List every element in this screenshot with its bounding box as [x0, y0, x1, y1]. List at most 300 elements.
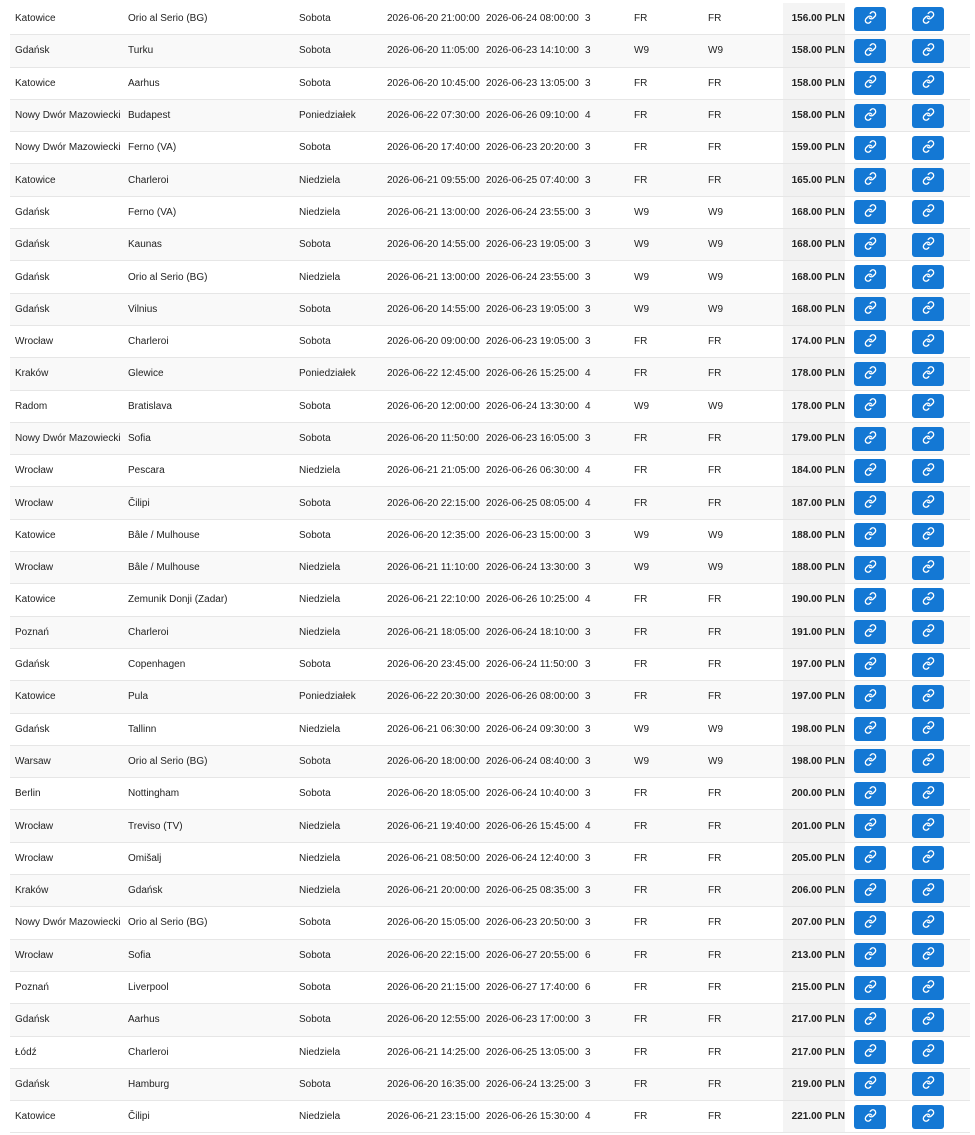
return-datetime-cell: 2026-06-27 17:40:00	[486, 982, 579, 994]
outbound-link-button[interactable]	[854, 330, 886, 354]
origin-cell: Wrocław	[15, 820, 54, 832]
weekday-cell: Sobota	[299, 529, 331, 541]
origin-cell: Wrocław	[15, 336, 54, 348]
return-link-button[interactable]	[912, 523, 944, 547]
return-link-button[interactable]	[912, 136, 944, 160]
weekday-cell: Sobota	[299, 77, 331, 89]
outbound-airline-cell: FR	[634, 659, 648, 671]
return-airline-cell: W9	[708, 206, 723, 218]
link-icon	[864, 334, 877, 350]
link-icon	[864, 753, 877, 769]
price-cell: 213.00 PLN	[783, 940, 845, 971]
outbound-link-button[interactable]	[854, 943, 886, 967]
table-row	[10, 714, 970, 746]
outbound-airline-cell: FR	[634, 1078, 648, 1090]
return-link-button[interactable]	[912, 620, 944, 644]
destination-cell: Omišalj	[128, 852, 162, 864]
outbound-link-cell	[854, 3, 886, 34]
outbound-link-cell	[854, 197, 886, 228]
nights-cell: 3	[585, 852, 591, 864]
return-link-button[interactable]	[912, 168, 944, 192]
return-link-cell	[912, 197, 944, 228]
link-icon	[922, 431, 935, 447]
price-cell: 168.00 PLN	[783, 197, 845, 228]
link-icon	[864, 1109, 877, 1125]
departure-datetime-cell: 2026-06-21 23:15:00	[387, 1111, 480, 1123]
outbound-link-button[interactable]	[854, 1072, 886, 1096]
outbound-link-button[interactable]	[854, 556, 886, 580]
departure-datetime-cell: 2026-06-21 13:00:00	[387, 271, 480, 283]
return-airline-cell: FR	[708, 13, 722, 25]
return-datetime-cell: 2026-06-26 10:25:00	[486, 594, 579, 606]
outbound-link-button[interactable]	[854, 265, 886, 289]
link-icon	[864, 463, 877, 479]
departure-datetime-cell: 2026-06-20 11:50:00	[387, 433, 480, 444]
outbound-airline-cell: FR	[634, 1014, 648, 1026]
outbound-airline-cell: FR	[634, 433, 648, 444]
weekday-cell: Sobota	[299, 982, 331, 994]
weekday-cell: Sobota	[299, 788, 331, 800]
link-icon	[922, 915, 935, 931]
table-row	[10, 68, 970, 100]
price-cell: 158.00 PLN	[783, 35, 845, 66]
return-datetime-cell: 2026-06-23 15:00:00	[486, 529, 579, 541]
outbound-link-cell	[854, 1037, 886, 1068]
return-link-button[interactable]	[912, 394, 944, 418]
table-row	[10, 552, 970, 584]
destination-cell: Charleroi	[128, 336, 169, 348]
return-link-cell	[912, 391, 944, 422]
departure-datetime-cell: 2026-06-21 21:05:00	[387, 465, 480, 477]
departure-datetime-cell: 2026-06-21 11:10:00	[387, 562, 480, 574]
weekday-cell: Niedziela	[299, 1046, 341, 1058]
weekday-cell: Sobota	[299, 13, 331, 25]
return-airline-cell: W9	[708, 400, 723, 412]
departure-datetime-cell: 2026-06-20 10:45:00	[387, 77, 480, 89]
weekday-cell: Sobota	[299, 497, 331, 509]
link-icon	[864, 721, 877, 737]
return-link-button[interactable]	[912, 717, 944, 741]
outbound-airline-cell: FR	[634, 917, 648, 929]
outbound-link-button[interactable]	[854, 491, 886, 515]
return-link-button[interactable]	[912, 297, 944, 321]
outbound-link-cell	[854, 810, 886, 841]
weekday-cell: Sobota	[299, 336, 331, 348]
return-airline-cell: FR	[708, 820, 722, 832]
outbound-airline-cell: W9	[634, 400, 649, 412]
table-row	[10, 391, 970, 423]
outbound-airline-cell: W9	[634, 562, 649, 574]
return-link-button[interactable]	[912, 846, 944, 870]
table-row	[10, 746, 970, 778]
departure-datetime-cell: 2026-06-20 21:15:00	[387, 982, 480, 994]
link-icon	[864, 1012, 877, 1028]
return-link-button[interactable]	[912, 943, 944, 967]
outbound-link-button[interactable]	[854, 976, 886, 1000]
return-link-button[interactable]	[912, 1040, 944, 1064]
link-icon	[864, 237, 877, 253]
outbound-link-cell	[854, 649, 886, 680]
destination-cell: Sofia	[128, 433, 151, 444]
destination-cell: Glewice	[128, 368, 164, 380]
destination-cell: Budapest	[128, 110, 171, 122]
return-datetime-cell: 2026-06-25 08:35:00	[486, 885, 579, 897]
table-row	[10, 1004, 970, 1036]
origin-cell: Nowy Dwór Mazowiecki	[15, 433, 121, 444]
outbound-link-cell	[854, 552, 886, 583]
outbound-link-cell	[854, 940, 886, 971]
origin-cell: Katowice	[15, 691, 56, 703]
price-cell: 178.00 PLN	[783, 358, 845, 389]
return-link-button[interactable]	[912, 200, 944, 224]
table-row	[10, 1101, 970, 1133]
return-link-cell	[912, 875, 944, 906]
table-row	[10, 132, 970, 164]
origin-cell: Wrocław	[15, 562, 54, 574]
return-datetime-cell: 2026-06-23 17:00:00	[486, 1014, 579, 1026]
return-datetime-cell: 2026-06-23 14:10:00	[486, 45, 579, 57]
nights-cell: 3	[585, 206, 591, 218]
outbound-link-button[interactable]	[854, 168, 886, 192]
return-link-button[interactable]	[912, 459, 944, 483]
outbound-link-button[interactable]	[854, 136, 886, 160]
weekday-cell: Niedziela	[299, 562, 341, 574]
return-datetime-cell: 2026-06-24 10:40:00	[486, 788, 579, 800]
return-airline-cell: FR	[708, 982, 722, 994]
origin-cell: Poznań	[15, 982, 49, 994]
return-link-button[interactable]	[912, 1072, 944, 1096]
price-cell: 198.00 PLN	[783, 746, 845, 777]
link-icon	[922, 657, 935, 673]
return-airline-cell: FR	[708, 594, 722, 606]
origin-cell: Katowice	[15, 77, 56, 89]
outbound-link-button[interactable]	[854, 297, 886, 321]
departure-datetime-cell: 2026-06-20 18:05:00	[387, 788, 480, 800]
outbound-link-button[interactable]	[854, 653, 886, 677]
outbound-link-button[interactable]	[854, 523, 886, 547]
return-datetime-cell: 2026-06-23 13:05:00	[486, 77, 579, 89]
return-link-cell	[912, 972, 944, 1003]
outbound-link-button[interactable]	[854, 71, 886, 95]
origin-cell: Nowy Dwór Mazowiecki	[15, 110, 121, 122]
return-airline-cell: FR	[708, 949, 722, 961]
return-link-cell	[912, 714, 944, 745]
origin-cell: Nowy Dwór Mazowiecki	[15, 142, 121, 154]
return-link-button[interactable]	[912, 71, 944, 95]
destination-cell: Gdańsk	[128, 885, 163, 897]
link-icon	[922, 334, 935, 350]
departure-datetime-cell: 2026-06-20 16:35:00	[387, 1078, 480, 1090]
outbound-link-button[interactable]	[854, 427, 886, 451]
table-row	[10, 358, 970, 390]
weekday-cell: Niedziela	[299, 1111, 341, 1123]
weekday-cell: Niedziela	[299, 852, 341, 864]
price-cell: 205.00 PLN	[783, 843, 845, 874]
outbound-airline-cell: W9	[634, 271, 649, 283]
link-icon	[922, 980, 935, 996]
return-datetime-cell: 2026-06-24 13:25:00	[486, 1078, 579, 1090]
return-link-button[interactable]	[912, 685, 944, 709]
link-icon	[864, 108, 877, 124]
return-airline-cell: FR	[708, 174, 722, 186]
return-link-button[interactable]	[912, 362, 944, 386]
table-row	[10, 875, 970, 907]
departure-datetime-cell: 2026-06-21 20:00:00	[387, 885, 480, 897]
outbound-airline-cell: FR	[634, 336, 648, 348]
outbound-link-button[interactable]	[854, 782, 886, 806]
table-row	[10, 423, 970, 455]
departure-datetime-cell: 2026-06-21 18:05:00	[387, 626, 480, 638]
nights-cell: 4	[585, 368, 591, 380]
departure-datetime-cell: 2026-06-20 12:35:00	[387, 529, 480, 541]
outbound-airline-cell: FR	[634, 820, 648, 832]
link-icon	[922, 850, 935, 866]
return-link-button[interactable]	[912, 653, 944, 677]
outbound-link-button[interactable]	[854, 104, 886, 128]
link-icon	[864, 204, 877, 220]
outbound-link-button[interactable]	[854, 620, 886, 644]
outbound-link-cell	[854, 746, 886, 777]
return-link-button[interactable]	[912, 814, 944, 838]
link-icon	[922, 753, 935, 769]
outbound-link-button[interactable]	[854, 911, 886, 935]
link-icon	[922, 398, 935, 414]
table-row	[10, 778, 970, 810]
nights-cell: 3	[585, 77, 591, 89]
origin-cell: Radom	[15, 400, 48, 412]
destination-cell: Ferno (VA)	[128, 142, 177, 154]
weekday-cell: Niedziela	[299, 626, 341, 638]
table-row	[10, 907, 970, 939]
link-icon	[922, 1044, 935, 1060]
origin-cell: Katowice	[15, 529, 56, 541]
origin-cell: Katowice	[15, 174, 56, 186]
outbound-airline-cell: FR	[634, 691, 648, 703]
outbound-link-button[interactable]	[854, 717, 886, 741]
weekday-cell: Sobota	[299, 1078, 331, 1090]
return-link-button[interactable]	[912, 104, 944, 128]
table-row	[10, 100, 970, 132]
nights-cell: 3	[585, 1078, 591, 1090]
outbound-airline-cell: FR	[634, 1046, 648, 1058]
outbound-link-button[interactable]	[854, 879, 886, 903]
link-icon	[864, 624, 877, 640]
destination-cell: Sofia	[128, 949, 151, 961]
destination-cell: Liverpool	[128, 982, 169, 994]
destination-cell: Treviso (TV)	[128, 820, 183, 832]
return-link-cell	[912, 681, 944, 712]
return-link-button[interactable]	[912, 330, 944, 354]
outbound-link-cell	[854, 132, 886, 163]
destination-cell: Charleroi	[128, 1046, 169, 1058]
nights-cell: 3	[585, 45, 591, 57]
link-icon	[922, 721, 935, 737]
link-icon	[864, 75, 877, 91]
destination-cell: Aarhus	[128, 1014, 160, 1026]
outbound-airline-cell: W9	[634, 755, 649, 767]
outbound-link-cell	[854, 1004, 886, 1035]
return-datetime-cell: 2026-06-26 06:30:00	[486, 465, 579, 477]
return-airline-cell: FR	[708, 77, 722, 89]
return-link-button[interactable]	[912, 233, 944, 257]
weekday-cell: Sobota	[299, 659, 331, 671]
outbound-link-button[interactable]	[854, 1008, 886, 1032]
price-cell: 200.00 PLN	[783, 778, 845, 809]
weekday-cell: Niedziela	[299, 723, 341, 735]
outbound-link-button[interactable]	[854, 846, 886, 870]
link-icon	[864, 11, 877, 27]
origin-cell: Katowice	[15, 594, 56, 606]
return-datetime-cell: 2026-06-24 18:10:00	[486, 626, 579, 638]
weekday-cell: Sobota	[299, 142, 331, 154]
outbound-link-cell	[854, 972, 886, 1003]
destination-cell: Charleroi	[128, 174, 169, 186]
outbound-link-cell	[854, 520, 886, 551]
departure-datetime-cell: 2026-06-22 20:30:00	[387, 691, 480, 703]
link-icon	[864, 172, 877, 188]
outbound-link-button[interactable]	[854, 233, 886, 257]
nights-cell: 3	[585, 755, 591, 767]
link-icon	[922, 140, 935, 156]
departure-datetime-cell: 2026-06-20 23:45:00	[387, 659, 480, 671]
outbound-link-cell	[854, 843, 886, 874]
destination-cell: Kaunas	[128, 239, 162, 251]
outbound-link-cell	[854, 229, 886, 260]
outbound-link-button[interactable]	[854, 362, 886, 386]
outbound-link-button[interactable]	[854, 39, 886, 63]
outbound-link-cell	[854, 907, 886, 938]
outbound-link-button[interactable]	[854, 1040, 886, 1064]
outbound-airline-cell: FR	[634, 142, 648, 154]
outbound-link-button[interactable]	[854, 394, 886, 418]
link-icon	[922, 689, 935, 705]
origin-cell: Gdańsk	[15, 45, 50, 57]
price-cell: 156.00 PLN	[783, 3, 845, 34]
price-cell: 219.00 PLN	[783, 1069, 845, 1100]
return-airline-cell: FR	[708, 1014, 722, 1026]
nights-cell: 3	[585, 239, 591, 251]
price-cell: 198.00 PLN	[783, 714, 845, 745]
outbound-link-button[interactable]	[854, 1105, 886, 1129]
return-link-button[interactable]	[912, 1105, 944, 1129]
link-icon	[922, 172, 935, 188]
weekday-cell: Niedziela	[299, 465, 341, 477]
weekday-cell: Sobota	[299, 1014, 331, 1026]
return-link-cell	[912, 617, 944, 648]
return-link-button[interactable]	[912, 782, 944, 806]
outbound-link-button[interactable]	[854, 200, 886, 224]
departure-datetime-cell: 2026-06-20 14:55:00	[387, 303, 480, 315]
outbound-airline-cell: W9	[634, 45, 649, 57]
link-icon	[922, 463, 935, 479]
outbound-link-cell	[854, 875, 886, 906]
return-link-button[interactable]	[912, 749, 944, 773]
origin-cell: Wrocław	[15, 465, 54, 477]
flights-table	[10, 3, 970, 1133]
weekday-cell: Sobota	[299, 239, 331, 251]
outbound-airline-cell: FR	[634, 13, 648, 25]
destination-cell: Ferno (VA)	[128, 206, 177, 218]
weekday-cell: Sobota	[299, 949, 331, 961]
price-cell: 197.00 PLN	[783, 649, 845, 680]
return-link-button[interactable]	[912, 427, 944, 451]
link-icon	[922, 527, 935, 543]
link-icon	[864, 527, 877, 543]
destination-cell: Nottingham	[128, 788, 180, 800]
outbound-link-button[interactable]	[854, 459, 886, 483]
return-link-button[interactable]	[912, 265, 944, 289]
return-airline-cell: FR	[708, 336, 722, 348]
weekday-cell: Sobota	[299, 755, 331, 767]
return-link-button[interactable]	[912, 1008, 944, 1032]
return-link-button[interactable]	[912, 588, 944, 612]
outbound-airline-cell: W9	[634, 723, 649, 735]
outbound-link-button[interactable]	[854, 749, 886, 773]
outbound-link-button[interactable]	[854, 7, 886, 31]
nights-cell: 3	[585, 433, 591, 444]
return-link-button[interactable]	[912, 7, 944, 31]
link-icon	[864, 1044, 877, 1060]
outbound-link-button[interactable]	[854, 814, 886, 838]
link-icon	[864, 883, 877, 899]
outbound-link-cell	[854, 455, 886, 486]
weekday-cell: Niedziela	[299, 174, 341, 186]
link-icon	[864, 980, 877, 996]
link-icon	[922, 495, 935, 511]
return-link-button[interactable]	[912, 556, 944, 580]
price-cell: 191.00 PLN	[783, 617, 845, 648]
outbound-link-cell	[854, 164, 886, 195]
return-link-button[interactable]	[912, 879, 944, 903]
origin-cell: Gdańsk	[15, 239, 50, 251]
price-cell: 217.00 PLN	[783, 1004, 845, 1035]
return-link-cell	[912, 326, 944, 357]
outbound-airline-cell: FR	[634, 788, 648, 800]
destination-cell: Copenhagen	[128, 659, 186, 671]
destination-cell: Tallinn	[128, 723, 157, 735]
return-airline-cell: W9	[708, 239, 723, 251]
link-icon	[922, 108, 935, 124]
return-link-cell	[912, 68, 944, 99]
return-link-button[interactable]	[912, 911, 944, 935]
origin-cell: Gdańsk	[15, 303, 50, 315]
price-cell: 201.00 PLN	[783, 810, 845, 841]
outbound-airline-cell: FR	[634, 626, 648, 638]
outbound-link-cell	[854, 100, 886, 131]
outbound-link-button[interactable]	[854, 588, 886, 612]
link-icon	[922, 560, 935, 576]
departure-datetime-cell: 2026-06-21 22:10:00	[387, 594, 480, 606]
nights-cell: 3	[585, 1014, 591, 1026]
return-link-button[interactable]	[912, 491, 944, 515]
return-airline-cell: FR	[708, 659, 722, 671]
return-link-button[interactable]	[912, 39, 944, 63]
nights-cell: 4	[585, 1111, 591, 1123]
outbound-link-cell	[854, 487, 886, 518]
return-datetime-cell: 2026-06-26 15:25:00	[486, 368, 579, 380]
nights-cell: 4	[585, 594, 591, 606]
origin-cell: Gdańsk	[15, 1014, 50, 1026]
outbound-link-button[interactable]	[854, 685, 886, 709]
departure-datetime-cell: 2026-06-21 19:40:00	[387, 820, 480, 832]
nights-cell: 6	[585, 982, 591, 994]
return-airline-cell: FR	[708, 1046, 722, 1058]
table-row	[10, 520, 970, 552]
origin-cell: Wrocław	[15, 497, 54, 509]
return-link-button[interactable]	[912, 976, 944, 1000]
weekday-cell: Niedziela	[299, 271, 341, 283]
link-icon	[922, 786, 935, 802]
